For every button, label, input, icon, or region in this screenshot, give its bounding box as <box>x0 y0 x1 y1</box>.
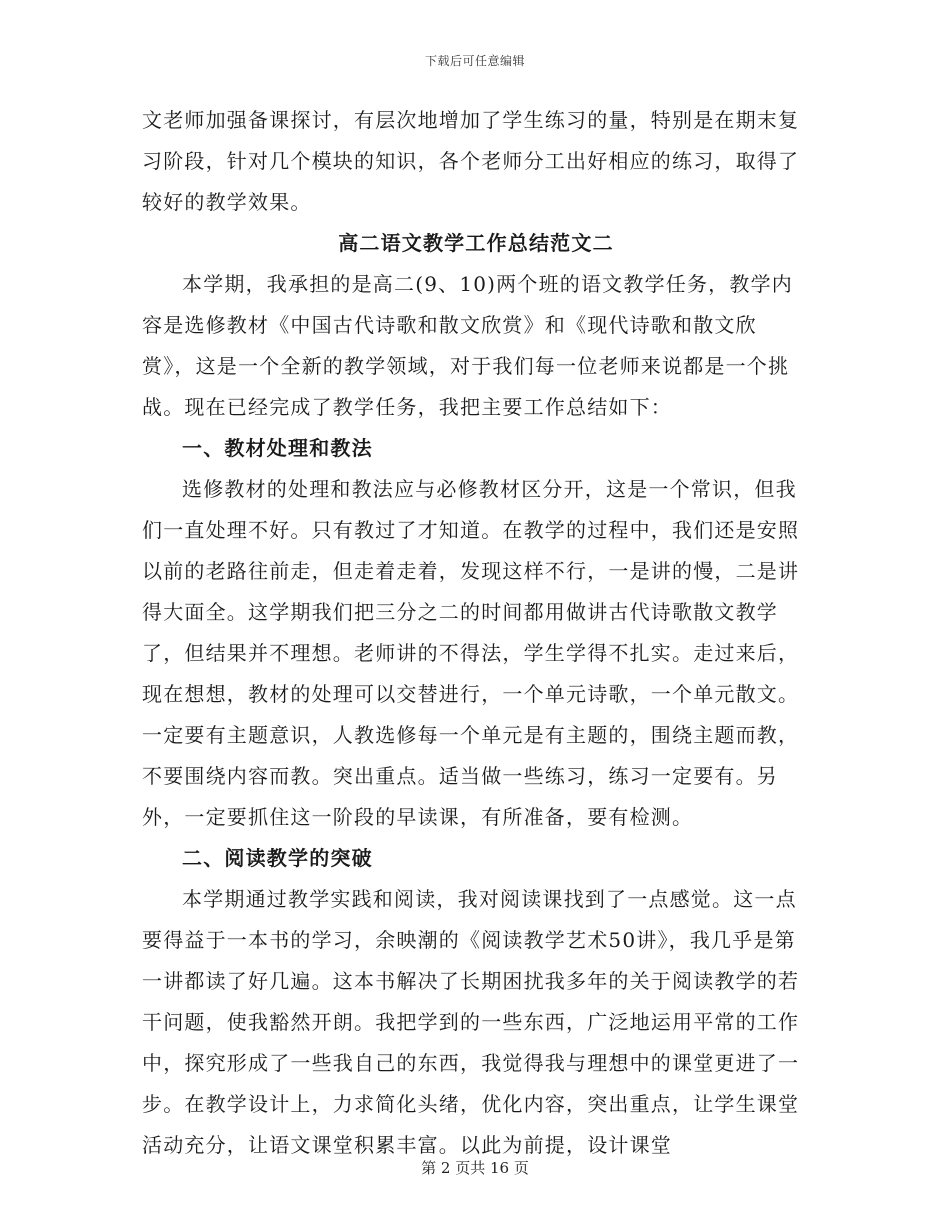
continued-paragraph: 文老师加强备课探讨，有层次地增加了学生练习的量，特别是在期末复习阶段，针对几个模块的知识，各个老师分工出好相应的练习，取得了较好的教学效果。 <box>142 108 800 214</box>
document-body <box>142 100 810 1166</box>
document-title: 高二语文教学工作总结范文二 <box>338 231 614 255</box>
section-heading-2: 二、阅读教学的突破 <box>182 846 373 870</box>
section-heading-1: 一、教材处理和教法 <box>182 436 373 460</box>
section-body-2: 本学期通过教学实践和阅读，我对阅读课找到了一点感觉。这一点要得益于一本书的学习，余映潮的《阅读教学艺术50讲》，我几乎是第一讲都读了好几遍。这本书解决了长期困扰我多年的关于阅读教学的若干问题，使我豁然开朗。我把学到的一些东西，广泛地运用平常的工作中，探究形成了一些我自己的东西，我觉得我与理想中的课堂更进了一步。在教学设计上，力求简化头绪，优化内容，突出重点，让学生课堂活动充分，让语文课堂积累丰富。以此为前提，设计课堂 <box>142 887 800 1157</box>
section-body-1: 选修教材的处理和教法应与必修教材区分开，这是一个常识，但我们一直处理不好。只有教过了才知道。在教学的过程中，我们还是安照以前的老路往前走，但走着走着，发现这样不行，一是讲的慢，二是讲得大面全。这学期我们把三分之二的时间都用做讲古代诗歌散文教学了，但结果并不理想。老师讲的不得法，学生学得不扎实。走过来后，现在想想，教材的处理可以交替进行，一个单元诗歌，一个单元散文。一定要有主题意识，人教选修每一个单元是有主题的，围绕主题而教，不要围绕内容而教。突出重点。适当做一些练习，练习一定要有。另外，一定要抓住这一阶段的早读课，有所准备，要有检测。 <box>142 477 800 829</box>
page-header: 下载后可任意编辑 <box>424 54 525 68</box>
intro-paragraph: 本学期，我承担的是高二(9、10)两个班的语文教学任务，教学内容是选修教材《中国古代诗歌和散文欣赏》和《现代诗歌和散文欣赏》，这是一个全新的教学领域，对于我们每一位老师来说都是一个挑战。现在已经完成了教学任务，我把主要工作总结如下： <box>142 272 793 419</box>
page-footer: 第 2 页共 16 页 <box>421 1159 529 1177</box>
